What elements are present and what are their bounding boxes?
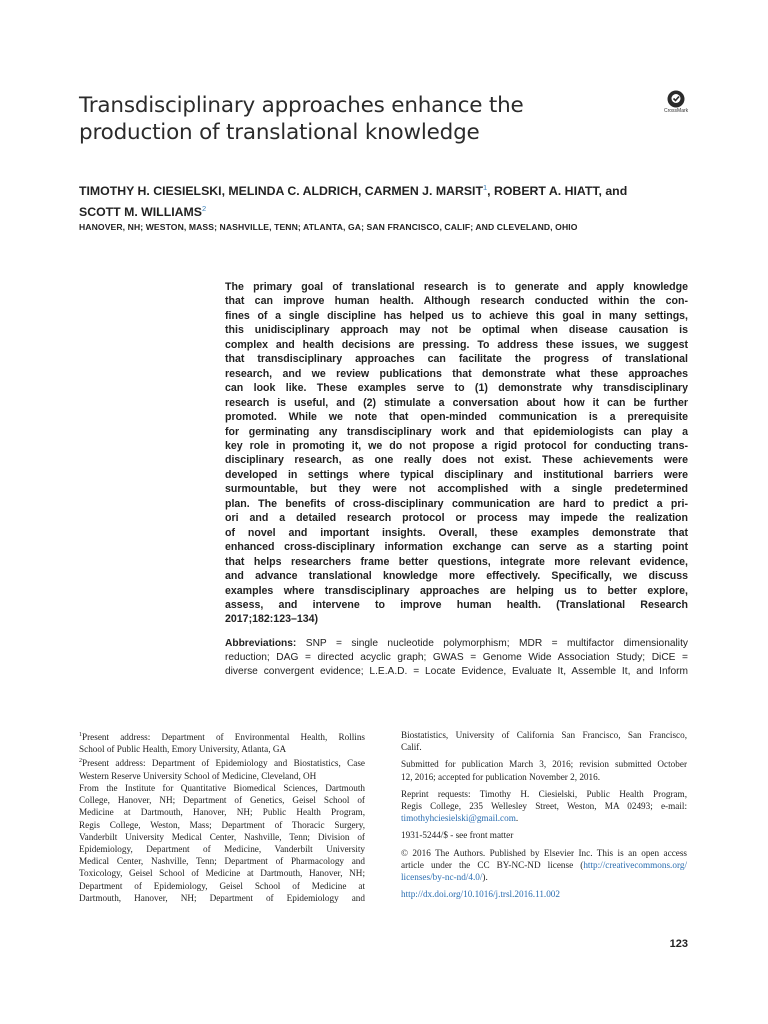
abbreviations-line: reduction; DAG = directed acyclic graph; GWAS = Genome Wide Association Study; DiCE = (225, 652, 688, 664)
footnote-line: Reprint requests: Timothy H. Ciesielski, Public Health Program, (401, 788, 687, 799)
footnote-reprint-requests (401, 788, 687, 825)
footnote-present-address-1 (79, 729, 365, 755)
footnote-line: Dartmouth, Hanover, NH; Department of Epidemiology and (79, 892, 365, 903)
footnote-line: From the Institute for Quantitative Biomedical Sciences, Dartmouth (79, 782, 365, 793)
abbreviations-label: Abbreviations: (225, 638, 297, 649)
abstract-line: research is useful, and (2) stimulate a conversation about how it can be further (225, 396, 688, 409)
abstract-line: developed in settings where typical disciplinary and institutional barriers were (225, 468, 688, 481)
footnote-text: . (515, 813, 519, 824)
abbreviations-block (225, 637, 688, 680)
footnote-line: Department of Epidemiology, Geisel School of Medicine at (79, 880, 365, 891)
footnote-issn: 1931-5244/$ - see front matter (401, 830, 514, 841)
author-locations: HANOVER, NH; WESTON, MASS; NASHVILLE, TENN; ATLANTA, GA; SAN FRANCISCO, CALIF; AND CLEVELAND, OHIO (79, 222, 578, 232)
abstract-line: enhanced cross-disciplinary information exchange can serve as a starting point (225, 541, 688, 554)
abstract-line: surmountable, but they were not accomplished with a single predetermined (225, 483, 688, 496)
title-line: Transdisciplinary approaches enhance the (79, 93, 524, 118)
abstract-line: ori and a detailed research protocol or process may impede the realization (225, 512, 688, 525)
footnote-doi (401, 888, 687, 900)
footnote-line: © 2016 The Authors. Published by Elsevier Inc. This is an open access (401, 847, 687, 858)
abstract-line: examples where transdisciplinary approaches are helping us to better explore, (225, 584, 688, 597)
footnote-line: Western Reserve University School of Medicine, Cleveland, OH (79, 770, 317, 781)
footnote-affiliations-continued (401, 729, 687, 753)
abstract-line: plan. The benefits of cross-disciplinary communication are hard to predict a pri- (225, 497, 688, 510)
abstract-line: key role in promoting it, we do not propose a rigid protocol for conducting trans- (225, 439, 688, 452)
abstract-line: fines of a single discipline has helped us to achieve this goal in many settings, (225, 309, 688, 322)
authors-text: SCOTT M. WILLIAMS (79, 205, 202, 220)
footnote-submission-dates (401, 758, 687, 782)
footnote-text: article under the CC BY-NC-ND license ( (401, 859, 584, 870)
footnote-line: Calif. (401, 742, 422, 753)
abstract-line: of novel and important insights. Overall, these examples demonstrate that (225, 526, 688, 539)
crossmark-badge[interactable] (664, 90, 688, 114)
abbreviations-line: diverse convergent evidence; L.E.A.D. = Locate Evidence, Evaluate It, Assemble It, and Inform (225, 666, 688, 678)
footnote-text: Present address: Department of Environmental Health, Rollins (82, 732, 365, 743)
footnote-line: School of Public Health, Emory University, Atlanta, GA (79, 744, 287, 755)
footnotes-left-column (79, 729, 365, 904)
crossmark-label: CrossMark (664, 108, 689, 114)
abstract-line: assess, and intervene to improve human health. (Translational Research (225, 598, 688, 611)
abstract-line: that transdisciplinary approaches can facilitate the progress of translational (225, 353, 688, 366)
article-title (79, 92, 639, 146)
footnote-line (79, 755, 365, 769)
abstract-line: 2017;182:123–134) (225, 613, 319, 626)
abstract-line: complex and health decisions are pressing. To address these issues, we suggest (225, 338, 688, 351)
abstract-line: promoted. While we note that open-minded communication is a prerequisite (225, 411, 688, 424)
author-email-link[interactable]: timothyhciesielski@gmail.com (401, 813, 516, 824)
abstract-line: can look like. These examples serve to (1) demonstrate why transdisciplinary (225, 382, 688, 395)
crossmark-icon (667, 90, 685, 108)
abstract-line: disciplinary research, as one really does not exist. These achievements were (225, 454, 688, 467)
footnote-text: ). (482, 872, 488, 883)
author-affiliation-marker[interactable]: 2 (201, 204, 207, 214)
abstract-line: this unidisciplinary approach may not be optimal when disease causation is (225, 324, 688, 337)
footnote-line (401, 812, 687, 824)
footnote-line (401, 859, 687, 871)
license-link[interactable]: http://creativecommons.org/ (583, 859, 687, 870)
abstract-line: and advance translational knowledge more effectively. Specifically, we discuss (225, 570, 688, 583)
footnote-line: Vanderbilt University Medical Center, Nashville, Tenn; Division of (79, 831, 365, 842)
footnote-license (401, 847, 687, 884)
footnotes-right-column (401, 729, 687, 900)
footnote-line: Toxicology, Geisel School of Medicine at Dartmouth, Hanover, NH; (79, 868, 365, 879)
page-number: 123 (669, 938, 688, 950)
author-affiliation-marker[interactable]: 1 (482, 183, 488, 192)
footnote-line: Regis College, 235 Wellesley Street, Weston, MA 02493; e-mail: (401, 801, 687, 812)
footnote-marker: 2 (79, 758, 82, 765)
abstract-line: The primary goal of translational research is to generate and apply knowledge (225, 281, 688, 293)
abstract-line: that can improve human health. Although research conducted within the con- (225, 295, 688, 308)
footnote-line: Medical Center, Nashville, Tenn; Department of Pharmacology and (79, 856, 365, 867)
footnote-line: Medicine at Dartmouth, Hanover, NH; Public Health Program, (79, 807, 365, 818)
footnote-text: Present address: Department of Epidemiology and Biostatistics, Case (82, 758, 365, 769)
footnote-affiliations (79, 782, 365, 904)
abbreviations-line (225, 637, 688, 651)
footnote-line: College, Hanover, NH; Department of Genetics, Geisel School of (79, 795, 365, 806)
footnote-line: 12, 2016; accepted for publication November 2, 2016. (401, 771, 601, 782)
footnote-marker: 1 (79, 732, 82, 738)
abstract-line: for germinating any transdisciplinary work and that epidemiologists can play a (225, 425, 688, 438)
footnote-line: Submitted for publication March 3, 2016; revision submitted October (401, 759, 687, 770)
footnote-line: Regis College, Weston, Mass; Department of Thoracic Surgery, (79, 819, 365, 830)
abstract (225, 280, 688, 627)
footnote-present-address-2 (79, 755, 365, 781)
authors-text: , ROBERT A. HIATT, and (487, 184, 628, 199)
author-list (79, 179, 699, 221)
footnote-line (79, 729, 365, 743)
abbreviations-text: SNP = single nucleotide polymorphism; MDR = multifactor dimensionality (305, 638, 688, 649)
abstract-line: research, and we review publications that demonstrate what these approaches (225, 367, 688, 380)
doi-link[interactable]: http://dx.doi.org/10.1016/j.trsl.2016.11.002 (401, 889, 560, 900)
footnote-line: Epidemiology, Department of Medicine, Vanderbilt University (79, 843, 365, 854)
footnote-line: Biostatistics, University of California San Francisco, San Francisco, (401, 730, 687, 740)
abstract-line: that helps researchers frame better questions, integrate more relevant evidence, (225, 555, 688, 568)
title-line: production of translational knowledge (79, 120, 480, 145)
authors-text: TIMOTHY H. CIESIELSKI, MELINDA C. ALDRICH, CARMEN J. MARSIT (79, 184, 483, 199)
license-link[interactable]: licenses/by-nc-nd/4.0/ (401, 872, 483, 883)
footnote-line (401, 871, 687, 883)
